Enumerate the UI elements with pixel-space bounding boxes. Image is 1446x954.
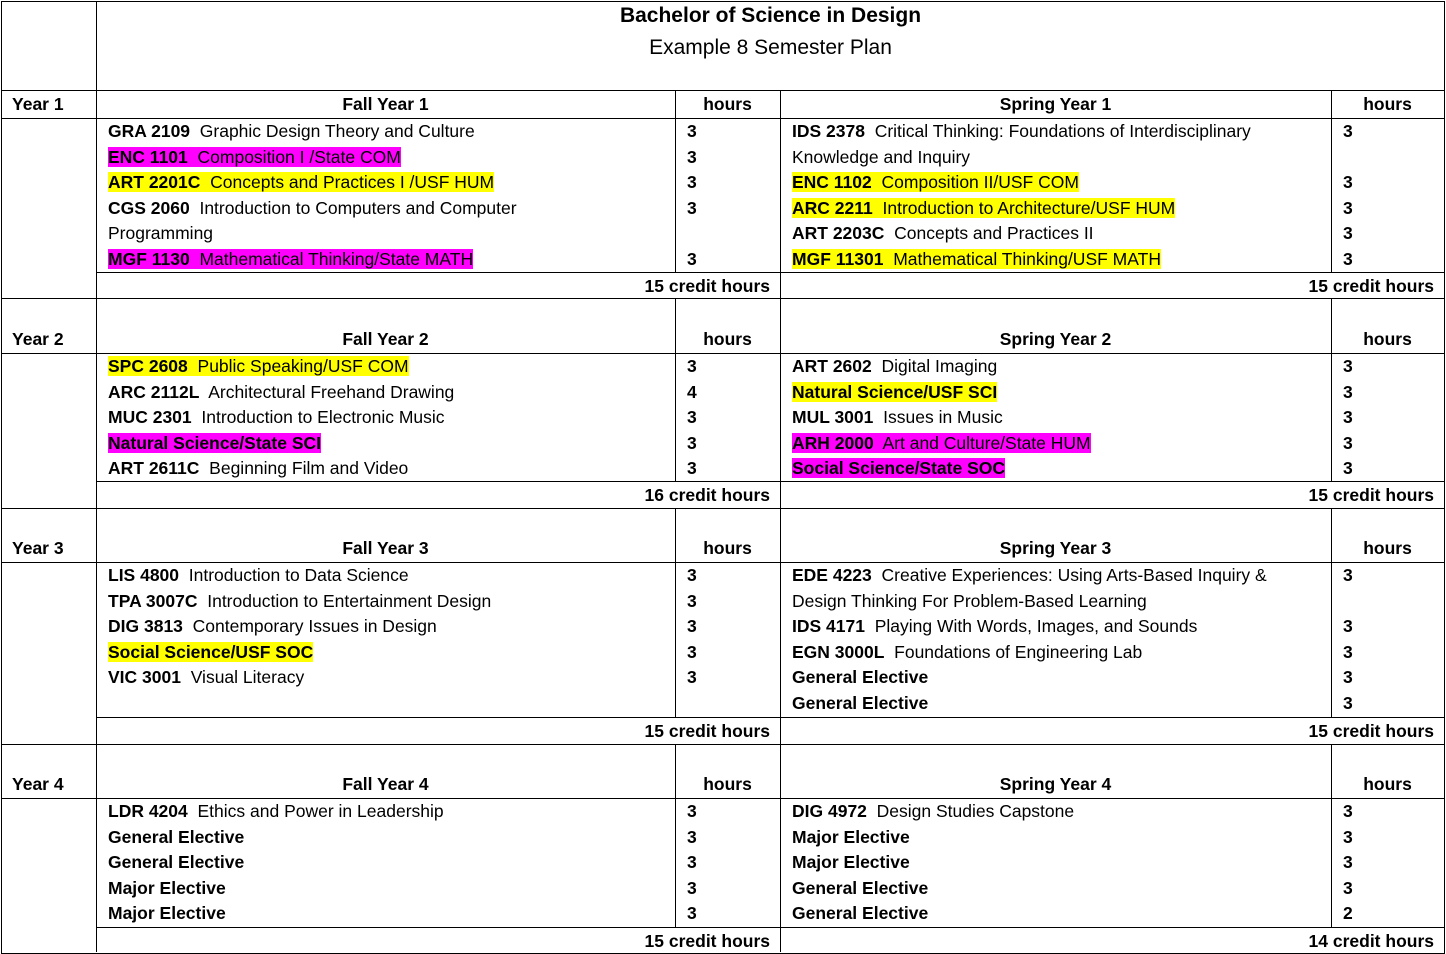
course-code: Major Elective: [108, 903, 226, 924]
course-line: [108, 590, 491, 612]
hours-header: hours: [703, 774, 752, 794]
course-title: Public Speaking/USF COM: [197, 356, 409, 376]
course-title: Visual Literacy: [190, 667, 305, 688]
year-label: Year 1: [12, 94, 64, 114]
course-line: [108, 355, 409, 377]
column-divider: [675, 90, 676, 272]
course-title: Architectural Freehand Drawing: [208, 381, 455, 402]
hours-header: hours: [1363, 538, 1412, 558]
course-title: Mathematical Thinking/USF MATH: [893, 249, 1161, 269]
row-divider: [96, 272, 1444, 273]
course-hours: 3: [1343, 641, 1353, 662]
course-entry: [792, 903, 928, 923]
course-line: [792, 826, 910, 848]
course-code: MGF 1130: [108, 249, 190, 269]
course-entry: [108, 616, 437, 636]
course-entry: [108, 198, 517, 218]
course-hours: 3: [687, 197, 697, 218]
course-entry: [792, 356, 997, 376]
plan-title: Bachelor of Science in Design: [619, 4, 922, 27]
course-line: [792, 432, 1091, 454]
course-entry: [792, 121, 1251, 141]
course-title: Mathematical Thinking/State MATH: [199, 249, 474, 269]
course-title: Beginning Film and Video: [209, 458, 409, 479]
course-hours: 3: [687, 432, 697, 453]
course-entry: [108, 407, 445, 427]
course-code: ART 2201C: [108, 172, 201, 193]
row-divider: [1, 298, 1444, 299]
row-divider: [1, 118, 1444, 119]
course-line: [108, 120, 475, 142]
course-line: [792, 120, 1251, 142]
course-hours: 3: [687, 356, 697, 376]
course-title: Introduction to Electronic Music: [201, 407, 445, 428]
course-title: Critical Thinking: Foundations of Interdisciplinary: [874, 121, 1251, 141]
course-title: Introduction to Data Science: [188, 565, 409, 585]
course-code: MUL 3001: [792, 407, 874, 428]
course-hours: 3: [1343, 432, 1353, 453]
course-title: Art and Culture/State HUM: [882, 432, 1091, 453]
course-entry: [108, 356, 409, 376]
course-code: ART 2203C: [792, 223, 885, 244]
row-divider: [1, 90, 1444, 91]
course-code: IDS 2378: [792, 121, 865, 141]
course-hours: 3: [687, 565, 697, 585]
course-hours: 3: [1343, 197, 1353, 218]
course-line: [108, 564, 409, 586]
course-entry: [792, 172, 1079, 192]
course-line: [108, 877, 226, 899]
course-entry: [792, 616, 1197, 636]
course-hours: 3: [687, 590, 697, 611]
course-title: Introduction to Computers and Computer: [199, 197, 517, 218]
course-title: Introduction to Entertainment Design: [207, 590, 492, 611]
course-line: [108, 800, 444, 822]
course-title: Issues in Music: [883, 407, 1003, 428]
course-code: TPA 3007C: [108, 590, 198, 611]
course-hours: 3: [687, 903, 697, 924]
course-entry: [792, 458, 1005, 478]
course-code: ENC 1102: [792, 172, 872, 193]
course-code: Natural Science/State SCI: [108, 432, 321, 453]
course-hours: 3: [1343, 801, 1353, 821]
course-hours: 3: [687, 407, 697, 428]
hours-header: hours: [1363, 94, 1412, 114]
course-entry: [792, 693, 928, 713]
course-line: [108, 457, 408, 479]
course-code: DIG 4972: [792, 801, 867, 821]
course-title: Contemporary Issues in Design: [192, 616, 437, 637]
course-entry: [108, 642, 313, 662]
course-hours: 3: [1343, 826, 1353, 847]
credit-total-spring: 15 credit hours: [1308, 485, 1434, 505]
course-hours: 3: [687, 852, 697, 873]
credit-total-spring: 14 credit hours: [1308, 931, 1434, 951]
row-divider: [1, 744, 1444, 745]
row-divider: [96, 481, 1444, 482]
course-line: [792, 197, 1175, 219]
course-entry: [108, 852, 244, 872]
credit-total-fall: 15 credit hours: [644, 276, 770, 296]
course-line: [792, 902, 928, 924]
course-code: MGF 11301: [792, 249, 884, 269]
course-hours: 3: [687, 877, 697, 898]
course-entry: [108, 147, 401, 167]
hours-header: hours: [703, 94, 752, 114]
course-hours: 3: [687, 458, 697, 479]
course-line: [792, 222, 1094, 244]
course-title: Ethics and Power in Leadership: [197, 801, 444, 821]
column-divider: [1331, 744, 1332, 927]
course-line: [108, 171, 494, 193]
course-code: ART 2611C: [108, 458, 200, 479]
course-title: Concepts and Practices II: [894, 223, 1094, 244]
course-hours: 3: [1343, 616, 1353, 637]
course-code: General Elective: [108, 826, 245, 847]
course-code: Social Science/USF SOC: [108, 641, 314, 662]
course-entry: [108, 827, 244, 847]
course-line: [792, 171, 1079, 193]
semester-header-spring: Spring Year 3: [999, 538, 1112, 558]
course-entry: [792, 642, 1142, 662]
course-code: IDS 4171: [792, 616, 865, 637]
column-divider: [96, 1, 97, 952]
course-hours: 3: [687, 641, 697, 662]
course-line: [108, 615, 437, 637]
course-line: [108, 826, 244, 848]
column-divider: [1331, 298, 1332, 481]
credit-total-fall: 15 credit hours: [644, 721, 770, 741]
course-code: ENC 1101: [108, 146, 188, 167]
course-code: General Elective: [108, 852, 245, 873]
year-label: Year 2: [12, 329, 64, 349]
course-line: [792, 355, 997, 377]
row-divider: [1, 798, 1444, 799]
course-entry: [108, 121, 475, 141]
course-entry: [108, 458, 408, 478]
credit-total-spring: 15 credit hours: [1308, 276, 1434, 296]
course-title: Digital Imaging: [881, 356, 998, 376]
course-line: [108, 248, 473, 270]
course-code: EDE 4223: [792, 565, 872, 585]
course-hours: 3: [687, 172, 697, 193]
course-entry: [792, 827, 910, 847]
course-hours: 3: [1343, 458, 1353, 479]
course-line: [108, 432, 321, 454]
course-line: [108, 641, 313, 663]
course-entry: [108, 172, 494, 192]
course-line: [792, 641, 1142, 663]
course-code: General Elective: [792, 877, 929, 898]
course-title: Composition I /State COM: [197, 146, 401, 167]
course-code: General Elective: [792, 667, 929, 688]
course-code: Major Elective: [792, 826, 910, 847]
course-line: [792, 406, 1003, 428]
course-code: ARC 2112L: [108, 381, 200, 402]
column-divider: [675, 298, 676, 481]
course-line: [108, 406, 445, 428]
course-code: General Elective: [792, 903, 929, 924]
row-divider: [1, 508, 1444, 509]
course-entry: [108, 565, 409, 585]
course-code: DIG 3813: [108, 616, 183, 637]
course-line: [108, 902, 226, 924]
course-code: MUC 2301: [108, 407, 192, 428]
course-entry: [108, 801, 444, 821]
hours-header: hours: [1363, 329, 1412, 349]
course-line: [792, 666, 928, 688]
course-hours: 3: [687, 667, 697, 688]
course-line: [792, 457, 1005, 479]
credit-total-spring: 15 credit hours: [1308, 721, 1434, 741]
course-line: [108, 146, 401, 168]
course-hours: 3: [1343, 249, 1353, 269]
course-line: [108, 381, 454, 403]
course-hours: 3: [687, 121, 697, 141]
semester-header-fall: Fall Year 3: [342, 538, 429, 558]
credit-total-fall: 16 credit hours: [644, 485, 770, 505]
course-title: Introduction to Architecture/USF HUM: [882, 197, 1176, 218]
course-code: EGN 3000L: [792, 641, 885, 662]
course-code: Major Elective: [108, 877, 226, 898]
course-hours: 3: [687, 801, 697, 821]
course-title: Composition II/USF COM: [881, 172, 1079, 193]
course-entry: [108, 903, 226, 923]
course-entry: [108, 878, 226, 898]
course-entry: [792, 565, 1267, 585]
semester-header-fall: Fall Year 1: [342, 94, 429, 114]
year-label: Year 3: [12, 538, 64, 558]
row-divider: [96, 927, 1444, 928]
row-divider: [96, 717, 1444, 718]
semester-header-spring: Spring Year 2: [999, 329, 1112, 349]
course-hours: 3: [687, 146, 697, 167]
course-entry: [792, 878, 928, 898]
course-entry: [792, 198, 1175, 218]
course-line: [792, 877, 928, 899]
semester-header-spring: Spring Year 1: [999, 94, 1112, 114]
plan-subtitle: Example 8 Semester Plan: [649, 36, 892, 59]
course-line: [108, 197, 517, 219]
course-line: [792, 248, 1161, 270]
course-code: ARH 2000: [792, 432, 874, 453]
column-divider: [780, 90, 781, 298]
course-code: SPC 2608: [108, 356, 188, 376]
column-divider: [1331, 90, 1332, 272]
course-entry: [792, 382, 997, 402]
course-entry: [108, 382, 454, 402]
course-line: [792, 381, 997, 403]
course-title: Foundations of Engineering Lab: [894, 641, 1143, 662]
course-entry: [108, 433, 321, 453]
course-entry: [792, 433, 1091, 453]
course-line: [792, 800, 1074, 822]
course-entry: [108, 591, 491, 611]
course-line: [792, 564, 1267, 586]
course-hours: 3: [1343, 381, 1353, 402]
course-hours: 3: [1343, 667, 1353, 688]
course-hours: 2: [1343, 903, 1353, 924]
course-entry: [792, 801, 1074, 821]
year-label: Year 4: [12, 774, 64, 794]
semester-header-spring: Spring Year 4: [999, 774, 1112, 794]
course-title-continued: Programming: [108, 223, 214, 244]
course-code: LDR 4204: [108, 801, 188, 821]
course-entry: [108, 667, 304, 687]
hours-header: hours: [1363, 774, 1412, 794]
course-title-continued: Design Thinking For Problem-Based Learning: [792, 590, 1147, 611]
course-hours: 3: [1343, 121, 1353, 141]
course-title: Graphic Design Theory and Culture: [199, 121, 475, 141]
course-title: Concepts and Practices I /USF HUM: [210, 172, 495, 193]
course-hours: 3: [1343, 356, 1353, 376]
course-code: VIC 3001: [108, 667, 181, 688]
course-title: Creative Experiences: Using Arts-Based Inquiry &: [881, 565, 1267, 585]
credit-total-fall: 15 credit hours: [644, 931, 770, 951]
course-hours: 4: [687, 381, 697, 402]
course-hours: 3: [1343, 693, 1353, 713]
course-entry: [108, 249, 473, 269]
semester-header-fall: Fall Year 2: [342, 329, 429, 349]
course-hours: 3: [1343, 565, 1353, 585]
course-line: [108, 666, 304, 688]
course-hours: 3: [1343, 407, 1353, 428]
course-code: Social Science/State SOC: [792, 458, 1006, 479]
row-divider: [1, 353, 1444, 354]
course-code: General Elective: [792, 693, 929, 713]
course-title: Design Studies Capstone: [876, 801, 1075, 821]
course-entry: [792, 667, 928, 687]
course-hours: 3: [1343, 877, 1353, 898]
course-title-continued: Knowledge and Inquiry: [792, 146, 971, 167]
course-hours: 3: [1343, 852, 1353, 873]
course-code: ARC 2211: [792, 197, 873, 218]
course-hours: 3: [1343, 172, 1353, 193]
row-divider: [1, 562, 1444, 563]
course-hours: 3: [687, 249, 697, 269]
column-divider: [675, 744, 676, 927]
course-code: LIS 4800: [108, 565, 180, 585]
course-code: Natural Science/USF SCI: [792, 381, 998, 402]
hours-header: hours: [703, 538, 752, 558]
course-code: Major Elective: [792, 852, 910, 873]
course-hours: 3: [687, 616, 697, 637]
hours-header: hours: [703, 329, 752, 349]
course-code: CGS 2060: [108, 197, 190, 218]
course-code: ART 2602: [792, 356, 872, 376]
course-line: [792, 692, 928, 714]
course-title: Playing With Words, Images, and Sounds: [874, 616, 1198, 637]
semester-header-fall: Fall Year 4: [342, 774, 429, 794]
course-code: GRA 2109: [108, 121, 191, 141]
course-entry: [792, 407, 1003, 427]
course-hours: 3: [1343, 223, 1353, 244]
course-hours: 3: [687, 826, 697, 847]
course-entry: [792, 852, 910, 872]
course-entry: [792, 249, 1161, 269]
course-line: [108, 851, 244, 873]
course-line: [792, 615, 1197, 637]
course-line: [792, 851, 910, 873]
course-entry: [792, 223, 1094, 243]
